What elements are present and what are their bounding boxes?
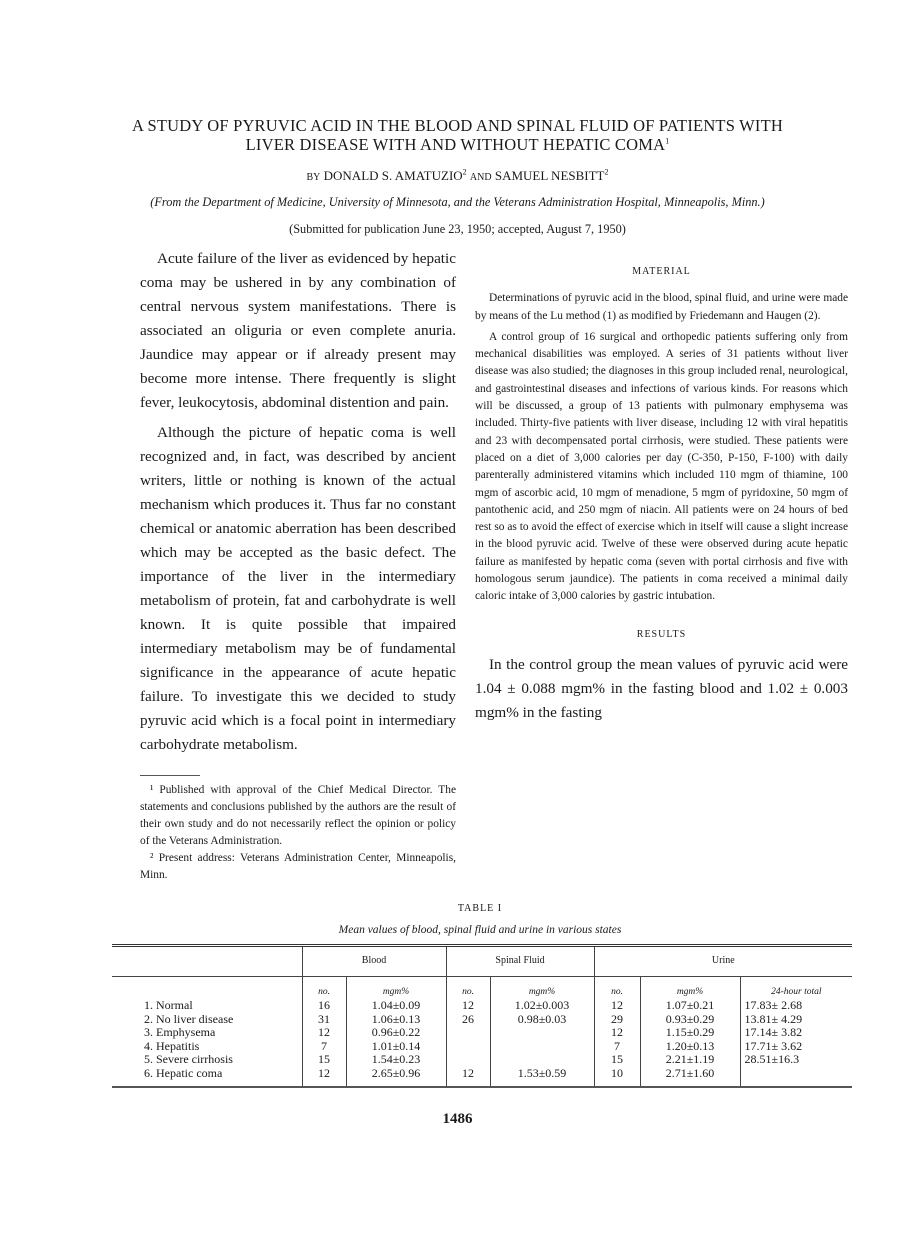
right-column [475,247,848,725]
table-cell [446,1040,490,1054]
table-cell [490,1053,594,1067]
table-row [112,1026,852,1040]
table-cell: 12 [446,1067,490,1088]
table-caption: Mean values of blood, spinal fluid and urine in various states [338,924,622,936]
table-cell [446,1026,490,1040]
table-row [112,1067,852,1088]
author-line [128,168,788,186]
table-cell: 1.07±0.21 [640,999,740,1013]
table-cell: 12 [446,999,490,1013]
table-row [112,1040,852,1054]
table-cell: 0.93±0.29 [640,1013,740,1027]
data-table [112,944,852,1088]
table-cell: 31 [302,1013,346,1027]
author-1-note: 2 [462,167,467,177]
row-label: 5. Severe cirrhosis [144,1052,233,1066]
empty-subheader-cell [112,977,302,1000]
intro-paragraph: Although the picture of hepatic coma is well recognized and, in fact, was described by ancient writers, little or nothing is known of the actual mechanism which produces it. Thus far no constant chemical or anatomic aberration has been described which may be accepted as the basic defect. The importance of the liver in the intermediary metabolism of protein, fat and carbohydrate is well known. It is quite possible that impaired intermediary metabolism may be of fundamental significance in the appearance of acute hepatic failure. To investigate this we decided to study pyruvic acid which is a focal point in intermediary carbohydrate metabolism. [140,424,456,753]
table-group-header [112,946,852,977]
empty-header-cell [112,946,302,977]
page-number: 1486 [442,1111,473,1127]
author-2: SAMUEL NESBITT [494,168,605,183]
table-cell: 1.20±0.13 [640,1040,740,1054]
table-cell: 1.04±0.09 [346,999,446,1013]
row-label: 6. Hepatic coma [144,1065,223,1080]
table-cell [490,1026,594,1040]
table-cell: 0.96±0.22 [346,1026,446,1040]
two-column-body [140,247,848,884]
table-cell: 12 [594,999,640,1013]
table-cell: 1.06±0.13 [346,1013,446,1027]
table-section [100,902,860,1088]
footnote-divider [140,775,200,776]
table-cell: 12 [594,1026,640,1040]
by-label: BY [306,172,321,183]
article-title-text: A STUDY OF PYRUVIC ACID IN THE BLOOD AND SPINAL FLUID OF PATIENTS WITH LIVER DISEASE WITH AND WITHOUT HEPATIC COMA [132,116,783,154]
title-footnote-marker: 1 [665,136,670,146]
table-cell: 15 [594,1053,640,1067]
subheader: mgm% [490,977,594,1000]
article-title [128,116,788,154]
group-urine: Urine [594,946,852,977]
table-cell [490,1040,594,1054]
group-blood: Blood [302,946,446,977]
row-label: 2. No liver disease [144,1011,234,1026]
table-cell: 17.14± 3.82 [740,1026,852,1040]
table-cell: 7 [302,1040,346,1054]
table-cell: 0.98±0.03 [490,1013,594,1027]
results-paragraph: In the control group the mean values of pyruvic acid were 1.04 ± 0.088 mgm% in the fasting blood and 1.02 ± 0.003 mgm% in the fasting [475,655,848,721]
table-cell: 2.71±1.60 [640,1067,740,1088]
table-cell: 1.54±0.23 [346,1053,446,1067]
row-label: 3. Emphysema [144,1025,216,1039]
submission-dates: (Submitted for publication June 23, 1950; accepted, August 7, 1950) [289,222,626,236]
table-cell: 2.21±1.19 [640,1053,740,1067]
row-label: 1. Normal [144,998,193,1012]
table-cell: 29 [594,1013,640,1027]
row-label: 4. Hepatitis [144,1038,200,1053]
subheader: mgm% [346,977,446,1000]
footnotes [140,782,456,884]
table-cell: 7 [594,1040,640,1054]
material-paragraph: A control group of 16 surgical and orthopedic patients suffering only from mechanical disabilities was employed. A series of 31 patients without liver disease was also studied; the diagnoses in this group included renal, neurological, and gastrointestinal diseases and infections of various kinds. For reasons which will be discussed, a group of 13 patients with pulmonary emphysema was included. Thirty-five patients with liver disease, including 12 with viral hepatitis and 23 with decompensated portal cirrhosis, were studied. These patients were placed on a diet of 3,000 calories per day (C-350, P-150, F-100) with daily parenterally administered vitamins which included 110 mgm of thiamine, 100 mgm of ascorbic acid, 10 mgm of menadione, 5 mgm of pyridoxine, 50 mgm of pantothenic acid, and 250 mgm of niacin. All patients were on 24 hours of bed rest so as to avoid the effect of exercise which in itself will cause a slight increase in the blood pyruvic acid. Twelve of these were observed during acute hepatic failure as manifested by hepatic coma (seven with portal cirrhosis and five with homologous serum jaundice). The patients in coma received a minimal daily caloric intake of 3,000 calories by gastric intubation. [475,330,848,603]
subheader: mgm% [640,977,740,1000]
table-cell [740,1067,852,1088]
subheader: 24-hour total [740,977,852,1000]
table-cell: 1.15±0.29 [640,1026,740,1040]
author-2-note: 2 [604,167,609,177]
table-row [112,1013,852,1027]
table-cell: 12 [302,1067,346,1088]
material-heading: MATERIAL [632,266,691,277]
table-body [112,999,852,1087]
material-paragraph: Determinations of pyruvic acid in the blood, spinal fluid, and urine were made by means of the Lu method (1) as modified by Friedemann and Haugen (2). [475,292,848,322]
left-column [140,247,456,884]
table-cell: 2.65±0.96 [346,1067,446,1088]
table-cell: 1.53±0.59 [490,1067,594,1088]
and-label: AND [469,172,492,183]
table-cell: 28.51±16.3 [740,1053,852,1067]
table-cell: 15 [302,1053,346,1067]
table-subheader [112,977,852,1000]
subheader: no. [446,977,490,1000]
affiliation: (From the Department of Medicine, University of Minnesota, and the Veterans Administration Hospital, Minneapolis, Minn.) [150,195,765,209]
intro-text [140,247,456,757]
intro-paragraph: Acute failure of the liver as evidenced by hepatic coma may be ushered in by any combination of central nervous system manifestations. There is associated an oliguria or even complete anuria. Jaundice may appear or if already present may become more intense. There frequently is slight fever, leukocytosis, abdominal distention and pain. [140,250,456,411]
table-cell: 17.71± 3.62 [740,1040,852,1054]
table-cell: 10 [594,1067,640,1088]
footnote: ² Present address: Veterans Administration Center, Minneapolis, Minn. [140,852,456,881]
table-cell: 1.02±0.003 [490,999,594,1013]
table-cell: 13.81± 4.29 [740,1013,852,1027]
table-row [112,999,852,1013]
author-1: DONALD S. AMATUZIO [323,168,463,183]
subheader: no. [594,977,640,1000]
table-cell: 17.83± 2.68 [740,999,852,1013]
group-spinal-fluid: Spinal Fluid [446,946,594,977]
subheader: no. [302,977,346,1000]
footnote: ¹ Published with approval of the Chief Medical Director. The statements and conclusions published by the authors are the result of their own study and do not necessarily reflect the opinion or policy of the Veterans Administration. [140,784,456,847]
table-cell [446,1053,490,1067]
table-label: TABLE I [457,903,503,914]
table-cell: 1.01±0.14 [346,1040,446,1054]
table-cell: 16 [302,999,346,1013]
results-heading: RESULTS [636,628,687,640]
table-cell: 12 [302,1026,346,1040]
table-row [112,1053,852,1067]
table-cell: 26 [446,1013,490,1027]
